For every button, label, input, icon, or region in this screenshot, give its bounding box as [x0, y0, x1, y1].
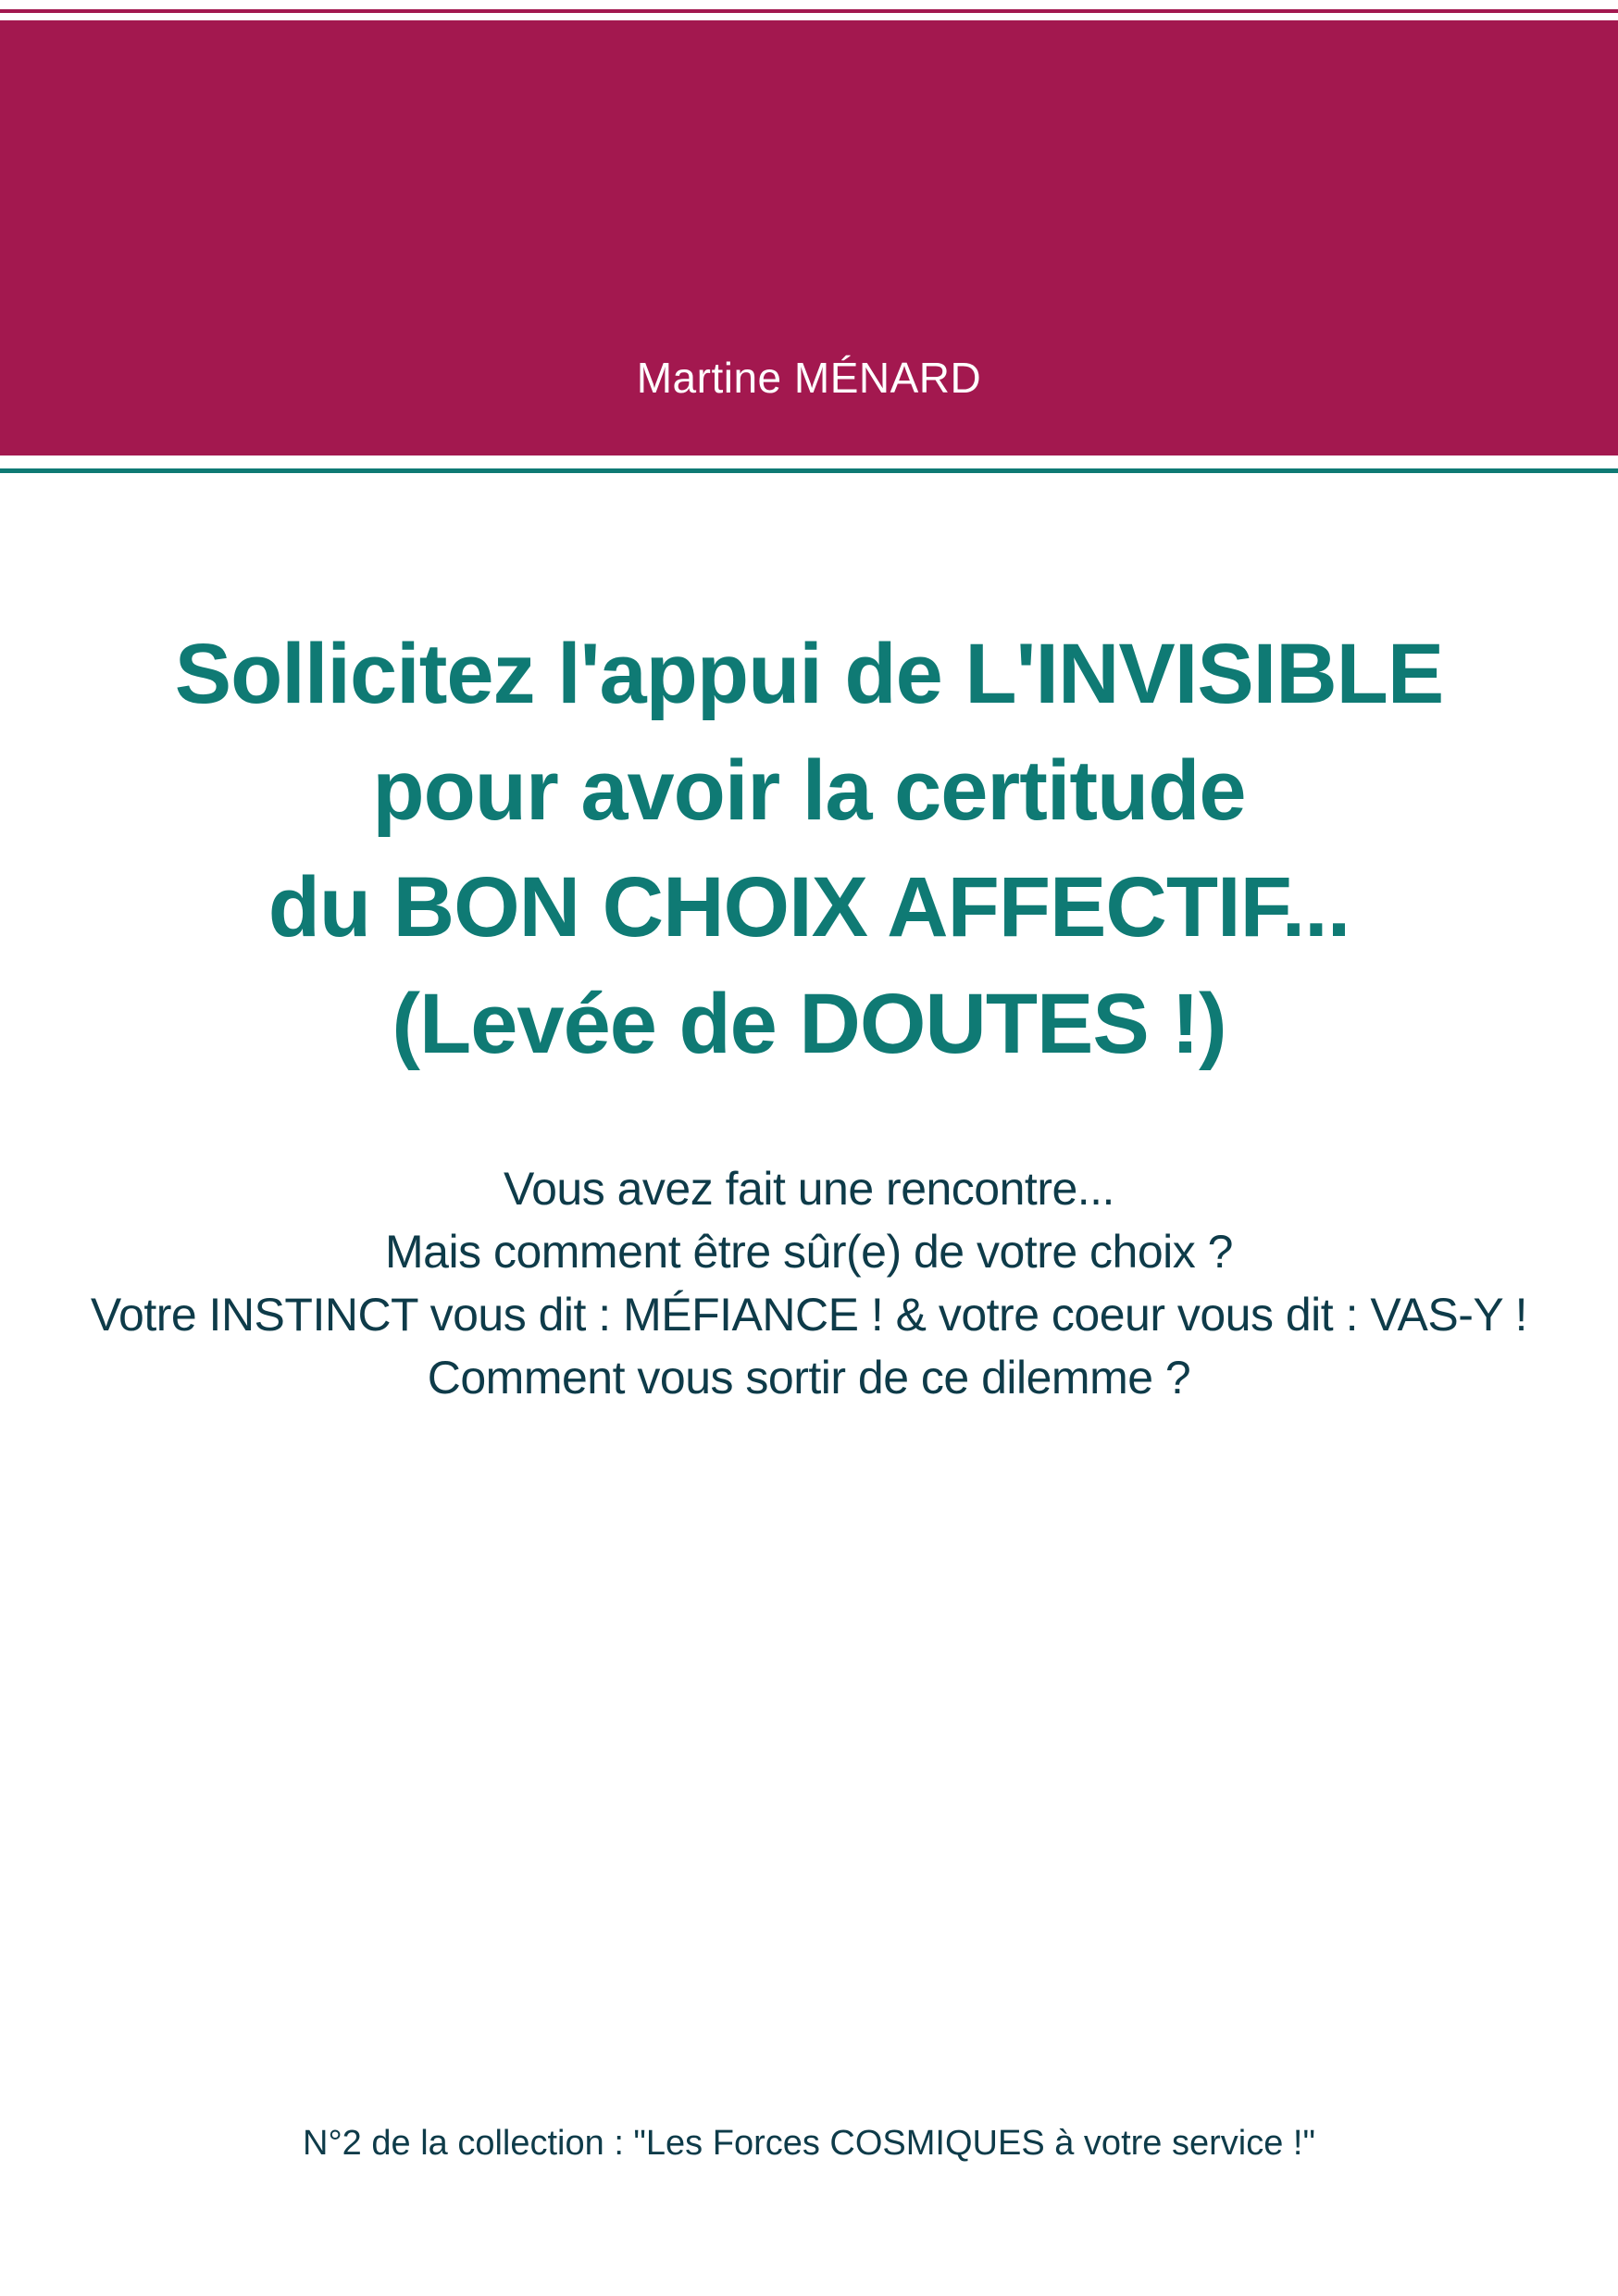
title-line-3: du BON CHOIX AFFECTIF...	[268, 860, 1350, 955]
book-title	[56, 616, 1562, 1082]
top-divider-line	[0, 9, 1618, 13]
title-line-1: Sollicitez l'appui de L'INVISIBLE	[174, 627, 1444, 721]
subtitle-line-2: Mais comment être sûr(e) de votre choix ?	[385, 1226, 1233, 1278]
subtitle-line-3: Votre INSTINCT vous dit : MÉFIANCE ! & votre coeur vous dit : VAS-Y !	[90, 1289, 1528, 1341]
author-name: Martine MÉNARD	[636, 354, 982, 402]
title-line-2: pour avoir la certitude	[372, 743, 1246, 838]
collection-note: N°2 de la collection : "Les Forces COSMIQUES à votre service !"	[303, 2124, 1315, 2163]
book-subtitle	[37, 1157, 1581, 1409]
title-line-4: (Levée de DOUTES !)	[392, 977, 1226, 1071]
subtitle-line-1: Vous avez fait une rencontre...	[504, 1163, 1114, 1215]
subtitle-line-4: Comment vous sortir de ce dilemme ?	[427, 1352, 1191, 1404]
teal-divider-line	[0, 468, 1618, 473]
